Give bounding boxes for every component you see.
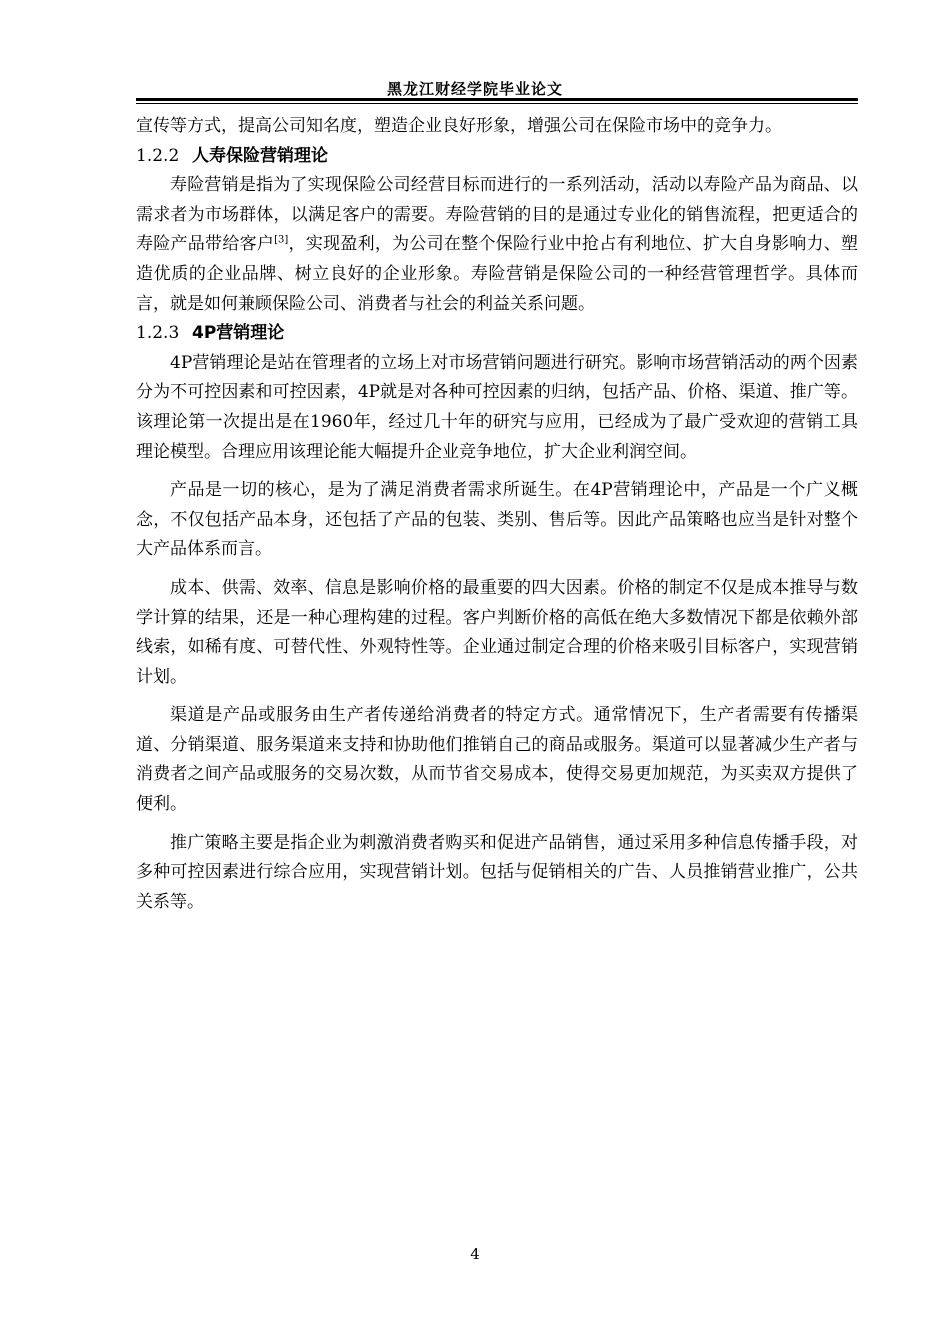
paragraph-price: 成本、供需、效率、信息是影响价格的最重要的四大因素。价格的制定不仅是成本推导与数学计算的结果，还是一种心理构建的过程。客户判断价格的高低在绝大多数情况下都是依赖外部线索，如稀有度、可替代性、外观特性等。企业通过制定合理的价格来吸引目标客户，实现营销计划。 [136,577,858,687]
section-number: 1.2.2 [136,145,180,166]
paragraph-text: ，实现盈利，为公司在整个保险行业中抢占有利地位、扩大自身影响力、塑造优质的企业品牌、树立良好的企业形象。寿险营销是保险公司的一种经营管理哲学。具体而言，就是如何兼顾保险公司、消费者与社会的利益关系问题。 [136,234,859,314]
citation-ref: [3] [274,234,289,246]
paragraph-text: 寿险营销是指为了实现保险公司经营目标而进行的一系列活动，活动以寿险产品为商品、以需求者为市场群体，以满足客户的需要。寿险营销的目的是通过专业化的销售流程，把更适合的寿险产品带给客户 [136,175,858,255]
paragraph-promotion: 推广策略主要是指企业为刺激消费者购买和促进产品销售，通过采用多种信息传播手段，对多种可控因素进行综合应用，实现营销计划。包括与促销相关的广告、人员推销营业推广，公共关系等。 [136,832,858,912]
section-title: 4P营销理论 [192,323,285,344]
continued-line: 宣传等方式，提高公司知名度，塑造企业良好形象，增强公司在保险市场中的竞争力。 [136,116,782,136]
page-number: 4 [470,1245,480,1263]
body-content [136,112,858,917]
section-number: 1.2.3 [136,323,180,344]
header-rule-thin [136,103,858,104]
paragraph-4p-theory: 4P营销理论是站在管理者的立场上对市场营销问题进行研究。影响市场营销活动的两个因素分为不可控因素和可控因素，4P就是对各种可控因素的归纳，包括产品、价格、渠道、推广等。该理论第一次提出是在1960年，经过几十年的研究与应用，已经成为了最广受欢迎的营销工具理论模型。合理应用该理论能大幅提升企业竞争地位，扩大企业利润空间。 [136,352,858,462]
section-heading-1-2-2 [136,142,858,172]
paragraph-channel: 渠道是产品或服务由生产者传递给消费者的特定方式。通常情况下，生产者需要有传播渠道、分销渠道、服务渠道来支持和协助他们推销自己的商品或服务。渠道可以显著减少生产者与消费者之间产品或服务的交易次数，从而节省交易成本，使得交易更加规范，为买卖双方提供了便利。 [136,705,858,815]
header-title: 黑龙江财经学院毕业论文 [386,80,563,98]
paragraph-product: 产品是一切的核心，是为了满足消费者需求所诞生。在4P营销理论中，产品是一个广义概念，不仅包括产品本身，还包括了产品的包装、类别、售后等。因此产品策略也应当是针对整个大产品体系而言。 [136,480,858,560]
header-rule-thick [136,98,858,101]
section-title: 人寿保险营销理论 [192,145,328,166]
section-heading-1-2-3 [136,319,858,349]
paragraph-life-insurance-marketing [136,171,858,319]
